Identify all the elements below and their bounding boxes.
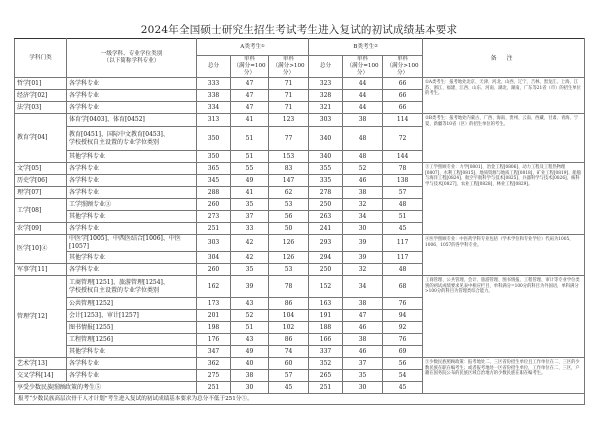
- subject-cell: 各学科专业: [67, 102, 197, 114]
- score-b-cell: 94: [383, 310, 423, 322]
- score-a-cell: 30: [231, 382, 269, 394]
- subject-cell: 各学科专业: [67, 78, 197, 90]
- score-b-cell: 117: [383, 235, 423, 252]
- score-b-cell: 52: [343, 163, 383, 175]
- score-b-cell: 293: [309, 235, 343, 252]
- score-a-cell: 123: [269, 114, 309, 127]
- header-remark: 备 注: [423, 39, 585, 78]
- score-b-cell: 35: [343, 370, 383, 382]
- score-a-cell: 49: [231, 346, 269, 358]
- score-b-cell: 355: [309, 163, 343, 175]
- category-cell: 管理学[12]: [15, 276, 67, 358]
- score-b-cell: 278: [309, 187, 343, 199]
- score-b-cell: 39: [343, 235, 383, 252]
- category-cell: 哲学[01]: [15, 78, 67, 90]
- header-b-total: 总分: [309, 56, 343, 78]
- category-cell: 艺术学[13]: [15, 358, 67, 370]
- remark-note: ①A类考生：报考地处北京、天津、河北、山西、辽宁、吉林、黑龙江、上海、江苏、浙江、福建、江西、山东、河南、湖北、湖南、广东等21省（市）的招生单位的考生。: [423, 78, 585, 114]
- subject-cell: 其他学科专业: [67, 252, 197, 264]
- score-b-cell: 92: [383, 322, 423, 334]
- header-zone-a: A类考生①: [197, 39, 309, 56]
- score-a-cell: 104: [269, 310, 309, 322]
- remark-note: ③工学照顾专业：力学[0801]、冶金工程[0806]、动力工程及工程热物理[0807]、水利工程[0815]、地质资源与地质工程[0818]、矿业工程[0819]、船舶与海洋工程[0824]、航空宇航科学与技术[0825]、兵器科学与技术[0826]、核科学与技术[0827]、农业工程[0828]、林业工程[0829]。: [423, 163, 585, 235]
- score-b-cell: 44: [343, 90, 383, 102]
- score-a-cell: 60: [269, 358, 309, 370]
- score-a-cell: 345: [197, 175, 231, 187]
- score-a-cell: 47: [231, 78, 269, 90]
- score-a-cell: 51: [231, 322, 269, 334]
- score-b-cell: 335: [309, 175, 343, 187]
- score-a-cell: 147: [269, 175, 309, 187]
- score-b-cell: 340: [309, 127, 343, 151]
- score-b-cell: 163: [309, 298, 343, 310]
- score-b-cell: 48: [343, 151, 383, 163]
- subject-cell: 各学科专业: [67, 370, 197, 382]
- score-a-cell: 55: [231, 163, 269, 175]
- header-b-single-100: 单科 （满分=100分）: [343, 56, 383, 78]
- score-a-cell: 334: [197, 102, 231, 114]
- header-subject: 一级学科、专业学位类别 （以下简称学科专业）: [67, 39, 197, 78]
- subject-cell: 工学照顾专业③: [67, 199, 197, 211]
- subject-cell: 图书情报[1255]: [67, 322, 197, 334]
- header-b-single-gt100: 单科 （满分>100分）: [383, 56, 423, 78]
- table-row: [15, 163, 585, 175]
- table-row: [15, 114, 585, 127]
- table-row: [15, 78, 585, 90]
- score-b-cell: 78: [383, 163, 423, 175]
- score-a-cell: 35: [231, 264, 269, 276]
- category-cell: 医学[10]④: [15, 235, 67, 264]
- category-cell: 理学[07]: [15, 187, 67, 199]
- score-b-cell: 66: [383, 78, 423, 90]
- score-a-cell: 102: [269, 322, 309, 334]
- table-body: [15, 78, 585, 394]
- score-a-cell: 77: [269, 127, 309, 151]
- score-a-cell: 35: [231, 199, 269, 211]
- score-a-cell: 74: [269, 346, 309, 358]
- score-a-cell: 350: [197, 151, 231, 163]
- score-a-cell: 176: [197, 334, 231, 346]
- score-b-cell: 39: [343, 252, 383, 264]
- score-a-cell: 49: [231, 175, 269, 187]
- footnote: 报考“少数民族高层次骨干人才计划”考生进入复试的初试成绩基本要求为总分不低于251分⑤。: [15, 394, 585, 405]
- score-a-cell: 40: [231, 358, 269, 370]
- subject-cell: 工商管理[1251]、旅游管理[1254]、 学校授权自主设置的专业学位类别: [67, 276, 197, 298]
- score-a-cell: 251: [197, 382, 231, 394]
- score-a-cell: 47: [231, 90, 269, 102]
- score-a-cell: 86: [269, 334, 309, 346]
- score-a-cell: 41: [231, 114, 269, 127]
- score-b-cell: 265: [309, 370, 343, 382]
- score-b-cell: 48: [383, 199, 423, 211]
- score-b-cell: 30: [343, 223, 383, 235]
- score-a-cell: 43: [231, 334, 269, 346]
- score-b-cell: 68: [383, 276, 423, 298]
- category-cell: 文学[05]: [15, 163, 67, 175]
- category-cell: 法学[03]: [15, 102, 67, 114]
- document-page: [14, 22, 584, 405]
- score-a-cell: 260: [197, 199, 231, 211]
- category-cell: 教育学[04]: [15, 114, 67, 163]
- subject-cell: 各学科专业: [67, 187, 197, 199]
- score-a-cell: 350: [197, 127, 231, 151]
- score-a-cell: 126: [269, 252, 309, 264]
- subject-cell: 各学科专业: [67, 264, 197, 276]
- score-b-cell: 38: [343, 334, 383, 346]
- score-b-cell: 46: [343, 346, 383, 358]
- score-b-cell: 57: [383, 187, 423, 199]
- score-b-cell: 294: [309, 252, 343, 264]
- score-b-cell: 32: [343, 199, 383, 211]
- score-a-cell: 52: [231, 310, 269, 322]
- score-a-cell: 78: [269, 276, 309, 298]
- subject-cell: 其他学科专业: [67, 346, 197, 358]
- score-b-cell: 76: [383, 298, 423, 310]
- score-b-cell: 340: [309, 151, 343, 163]
- score-a-cell: 313: [197, 114, 231, 127]
- score-b-cell: 30: [343, 382, 383, 394]
- score-b-cell: 323: [309, 78, 343, 90]
- score-a-cell: 37: [231, 211, 269, 223]
- score-b-cell: 46: [343, 175, 383, 187]
- score-b-cell: 263: [309, 211, 343, 223]
- score-b-cell: 46: [343, 322, 383, 334]
- score-b-cell: 66: [383, 102, 423, 114]
- score-a-cell: 304: [197, 252, 231, 264]
- score-a-cell: 275: [197, 370, 231, 382]
- score-b-cell: 251: [309, 382, 343, 394]
- header-a-single-100: 单科 （满分=100分）: [231, 56, 269, 78]
- remark-note: ②B类考生：报考地处内蒙古、广西、海南、贵州、云南、西藏、甘肃、青海、宁夏、新疆等10省（区）的招生单位的考生。: [423, 114, 585, 163]
- score-b-cell: 38: [343, 114, 383, 127]
- category-cell: 经济学[02]: [15, 90, 67, 102]
- table-row: [15, 358, 585, 370]
- score-a-cell: 42: [231, 235, 269, 252]
- score-a-cell: 347: [197, 346, 231, 358]
- subject-cell: 各学科专业: [67, 175, 197, 187]
- subject-cell: 各学科专业: [67, 223, 197, 235]
- score-b-cell: 54: [383, 370, 423, 382]
- score-a-cell: 173: [197, 298, 231, 310]
- score-a-cell: 51: [231, 127, 269, 151]
- score-a-cell: 153: [269, 151, 309, 163]
- score-a-cell: 50: [269, 223, 309, 235]
- subject-cell: 体育学[0403]、体育[0452]: [67, 114, 197, 127]
- subject-cell: 各学科专业: [67, 163, 197, 175]
- score-b-cell: 48: [383, 264, 423, 276]
- score-b-cell: 44: [343, 78, 383, 90]
- category-cell: 交叉学科[14]: [15, 370, 67, 382]
- score-b-cell: 328: [309, 90, 343, 102]
- score-b-cell: 144: [383, 151, 423, 163]
- score-a-cell: 56: [269, 211, 309, 223]
- category-cell: 农学[09]: [15, 223, 67, 235]
- score-b-cell: 69: [383, 346, 423, 358]
- header-a-total: 总分: [197, 56, 231, 78]
- score-a-cell: 53: [269, 199, 309, 211]
- score-b-cell: 34: [343, 276, 383, 298]
- score-requirements-table: [14, 38, 585, 405]
- page-title: 2024年全国硕士研究生招生考试考生进入复试的初试成绩基本要求: [140, 24, 458, 36]
- score-b-cell: 241: [309, 223, 343, 235]
- score-b-cell: 45: [383, 223, 423, 235]
- score-a-cell: 162: [197, 276, 231, 298]
- score-a-cell: 33: [231, 223, 269, 235]
- score-a-cell: 53: [269, 264, 309, 276]
- score-b-cell: 72: [383, 127, 423, 151]
- score-b-cell: 45: [383, 382, 423, 394]
- subject-cell: 公共管理[1252]: [67, 298, 197, 310]
- subject-cell: 其他学科专业: [67, 151, 197, 163]
- score-b-cell: 166: [309, 334, 343, 346]
- score-b-cell: 303: [309, 114, 343, 127]
- score-b-cell: 352: [309, 358, 343, 370]
- score-a-cell: 43: [231, 298, 269, 310]
- subject-cell: 各学科专业: [67, 358, 197, 370]
- score-a-cell: 365: [197, 163, 231, 175]
- score-a-cell: 47: [231, 102, 269, 114]
- score-a-cell: 198: [197, 322, 231, 334]
- remark-note: 工商管理、公共管理、会计、旅游管理、图书情报、工程管理、审计等专业学位类别的初试成绩要求见表中相应栏目，单科满分=100分的科目为外国语，单科满分>100分的科目为管理类综合能力。: [423, 276, 585, 358]
- score-b-cell: 321: [309, 102, 343, 114]
- table-row: [15, 235, 585, 252]
- score-a-cell: 41: [231, 187, 269, 199]
- score-a-cell: 251: [197, 223, 231, 235]
- category-cell: 军事学[11]: [15, 264, 67, 276]
- score-a-cell: 362: [197, 358, 231, 370]
- score-a-cell: 303: [197, 235, 231, 252]
- score-b-cell: 191: [309, 310, 343, 322]
- score-a-cell: 62: [269, 187, 309, 199]
- score-b-cell: 34: [343, 211, 383, 223]
- score-b-cell: 188: [309, 322, 343, 334]
- header-a-single-gt100: 单科 （满分>100分）: [269, 56, 309, 78]
- score-a-cell: 126: [269, 235, 309, 252]
- score-b-cell: 47: [343, 310, 383, 322]
- score-b-cell: 51: [383, 211, 423, 223]
- header-zone-b: B类考生②: [309, 39, 423, 56]
- score-a-cell: 260: [197, 264, 231, 276]
- score-a-cell: 45: [269, 382, 309, 394]
- score-b-cell: 38: [343, 298, 383, 310]
- subject-cell: 工程管理[1256]: [67, 334, 197, 346]
- score-b-cell: 32: [343, 264, 383, 276]
- score-a-cell: 288: [197, 187, 231, 199]
- subject-cell: 其他学科专业: [67, 211, 197, 223]
- remark-note: ④医学照顾专业：中医药学科专业包括（学术学位和专业学位）代码为1005、1006、1057的各学科专业。: [423, 235, 585, 276]
- score-b-cell: 250: [309, 199, 343, 211]
- score-a-cell: 201: [197, 310, 231, 322]
- score-a-cell: 51: [231, 151, 269, 163]
- score-b-cell: 114: [383, 114, 423, 127]
- score-a-cell: 86: [269, 298, 309, 310]
- table-row: [15, 276, 585, 298]
- score-b-cell: 152: [309, 276, 343, 298]
- score-a-cell: 333: [197, 78, 231, 90]
- score-b-cell: 117: [383, 252, 423, 264]
- score-b-cell: 66: [383, 90, 423, 102]
- score-a-cell: 273: [197, 211, 231, 223]
- score-a-cell: 39: [231, 276, 269, 298]
- score-a-cell: 42: [231, 252, 269, 264]
- score-a-cell: 38: [231, 370, 269, 382]
- score-b-cell: 38: [343, 187, 383, 199]
- score-a-cell: 338: [197, 90, 231, 102]
- category-cell: 工学[08]: [15, 199, 67, 223]
- score-b-cell: 250: [309, 264, 343, 276]
- score-b-cell: 56: [383, 358, 423, 370]
- score-a-cell: 71: [269, 102, 309, 114]
- score-b-cell: 337: [309, 346, 343, 358]
- score-a-cell: 71: [269, 78, 309, 90]
- score-a-cell: 83: [269, 163, 309, 175]
- score-a-cell: 57: [269, 370, 309, 382]
- score-a-cell: 71: [269, 90, 309, 102]
- score-b-cell: 76: [383, 334, 423, 346]
- remark-note: ⑤少数民族照顾政策：报考地处二、三区省份招生单位且工作单位在二、三区的少数民族在职在编考生；或者报考地处一区省份招生单位，工作单位在二、三区，户籍在国务院公布的民族区域自治地方的少数民族在职在编考生。: [423, 358, 585, 394]
- subject-cell: 会计[1253]、审计[1257]: [67, 310, 197, 322]
- score-b-cell: 48: [343, 127, 383, 151]
- score-b-cell: 44: [343, 102, 383, 114]
- subject-cell: 中医学[1005]、中西医结合[1006]、中医[1057]: [67, 235, 197, 252]
- score-b-cell: 138: [383, 175, 423, 187]
- header-category: 学科门类: [15, 39, 67, 78]
- score-b-cell: 37: [343, 358, 383, 370]
- category-cell: 历史学[06]: [15, 175, 67, 187]
- special-row-label: 享受少数民族照顾政策的考生⑤: [15, 382, 197, 394]
- subject-cell: 教育[0451]、国际中文教育[0453]、 学校授权自主设置的专业学位类别: [67, 127, 197, 151]
- subject-cell: 各学科专业: [67, 90, 197, 102]
